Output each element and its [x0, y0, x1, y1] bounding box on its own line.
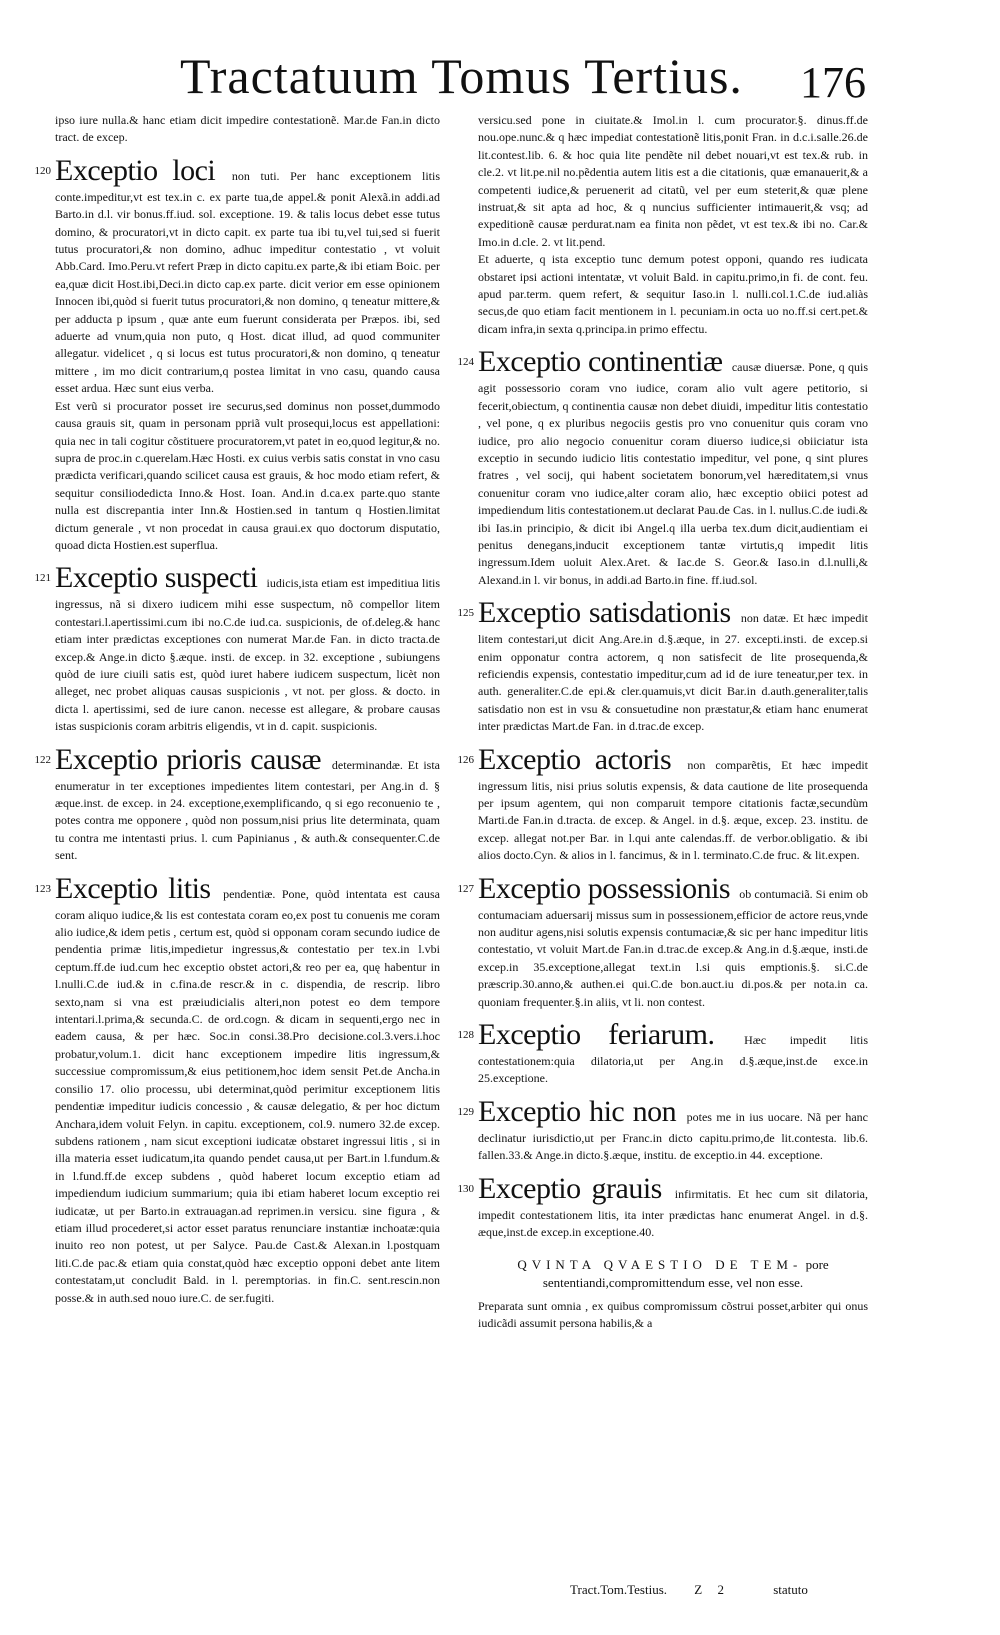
closing-paragraph: Preparata sunt omnia , ex quibus compromissum cõstrui posset,arbiter qui onus iudicãdi assumit persona habilis,& a: [478, 1298, 868, 1330]
entry-number: 128: [457, 1029, 474, 1042]
entry-heading: Exceptio feriarum.: [478, 1018, 715, 1052]
entry-128: [457, 1017, 868, 1088]
entry-heading: Exceptio grauis: [478, 1171, 662, 1205]
entry-heading: Exceptio satisdationis: [478, 596, 731, 630]
entry-126: [457, 742, 869, 865]
entry-120: [34, 153, 441, 555]
entry-130: [457, 1171, 868, 1242]
entry-heading: Exceptio actoris: [478, 742, 672, 776]
catchword: statuto: [773, 1582, 808, 1597]
entry-number: 124: [457, 356, 474, 369]
page-footer: [570, 1582, 870, 1598]
entry-text: non tuti. Per hanc exceptionem litis conte.impeditur,vt est tex.in c. ex parte tua,de appel.& ponit Alexã.in addi.ad Barto.in d.l. vir bonus.ff.iud. sol. exceptione. 19. & talis locus debet esse tutus domino, & procuratori,vt in dicto capit. ex parte tua ibi tu,vel tui,sed si fuerit tutus procuratori,& non domino, adhuc impeditur contestatio , vt voluit Abb.Card. Imo.Peru.vt refert Præp in dicto capitu.ex parte,& ibi etiam Boic. per ea,quæ dicit Host.ibi,Deci.in dicto cap.ex parte. dicit verior em esse opinionem Innocen ibi,quòd si fuerit tutus procuratori,& non domino, q teneatur mittere,& per adducta p ipsum , quæ ante eum fuerunt considerata per Præpos. ibi, sed aduerte ad vnum,quia non puto, q Host. dicat illud, ad quod communiter allegatur. videlicet , q si locus est tutus procuratori,& non domino, q teneatur mittere , im mo dicit contrarium,q postea limitat in vno casu, quando causa esset ardua. Hæc sunt eius verba.: [55, 168, 441, 396]
entry-124: [457, 344, 868, 589]
entry-text: non comparẽtis, Et hæc impedit ingressum litis, nisi prius solutis expensis, & data cautione de lite prosequenda per ipsum agentem, qui non comparuit tempore citationis factæ,secundùm Marti.de Fan.in d.tracta. de excep. & Angel. in d.§. æque, excep. 23. institu. de excep. allegat not.per Bar. in l.qui ante calendas.ff. de verbor.obligatio. & ibi alios docto.Cyn. & alios in l. fancimus, & in l. terminato.C.de fruc. & lit.expen.: [478, 757, 869, 863]
left-intro: ipso iure nulla.& hanc etiam dicit impedire contestationẽ. Mar.de Fan.in dicto tract. de excep.: [55, 113, 440, 145]
entry-number: 123: [34, 882, 51, 895]
entry-number: 129: [457, 1105, 474, 1118]
quinta-heading-rest: pore sententiandi,compromittendum esse, vel non esse.: [542, 1256, 829, 1290]
entry-number: 120: [34, 164, 51, 177]
entry-text: causæ diuersæ. Pone, q quis agit possessorio coram vno iudice, coram alio vult agere petitorio, si fecerit,obiectum, q continentia causæ non debet diuidi, impeditur litis contestatio , vel pone, q ex pluribus negociis gestis pro vno conuenitur quis coram vno iudice, pro alio negocio conuenitur coram diuerso iudice,si obiiciatur ista exceptio in secundo iudicio litis contestatio impeditur, vel pone, q sint plures fratres , vel socij, qui habent societatem bonorum,vel hæreditatem,si vnus conuenitur coram vno iudice,alter coram alio, hæc exceptio obiici potest ad impediendum litis contestationem.ut declarat Pau.de Cas. in l. nullus.C.de iudi.& ibi Ias.in principio, & dicit ibi Angel.q illa uerba tex.dum dicit,audientiam ei penitus denegans,inducit exceptionem tantæ virtutis,q impedit litis ingressum.Idem uoluit Alex.Aret. & Iac.de S. Geor.& Iaso.in d.l.nulli,& Alexand.in l. vir bonus, in addi.ad Barto.in fine. ff.iud.sol.: [478, 360, 868, 587]
entry-129: [457, 1094, 869, 1165]
entry-heading: Exceptio loci: [55, 153, 216, 187]
left-column: [34, 112, 441, 1307]
entry-heading: Exceptio continentiæ: [478, 345, 723, 379]
entry-heading: Exceptio prioris causæ: [55, 742, 322, 776]
entry-text: determinandæ. Et ista enumeratur in ter exceptiones impedientes litem contestari, per Ang.in d. § æque.inst. de excep. in 24. exceptione,exemplificando, q si ego reconuenio te , potes contra me opponere , quòd non possum,nisi prius lite determinata, quam tu contra me intentasti prius. l. cum Papinianus , & auth.& consequenter.C.de sent.: [55, 757, 440, 863]
entry-text: potes me in ius uocare. Nã per hanc declinatur iurisdictio,ut per Franc.in dicto capitu.primo,de lit.contesta. lib.6. fallen.33.& Ange.in dicto.§.æque, institu. de exceptio.in 44. exceptione.: [478, 1109, 869, 1163]
entry-number: 130: [457, 1182, 474, 1195]
entry-continuation: Est verũ si procurator posset ire securus,sed dominus non posset,dummodo causa grauis sit, quam in personam ppriã vult prosequi,locus est appellationi: quia nec in tali cogitur cõstituere procuratorem,vt patet in eo,quod legitur,& no. supra de proc.in c.querelam.Hæc Hosti. ex cuius verbis satis constat in vno casu prædicta verificari,quando scilicet causa est grauis, & hoc modo etiam refert, & sequitur consiliodedicta Inno.& Host. Ioan. And.in d.ca.ex parte.quo stante nulla est discrepantia inter Inn.& Hostien.sed in tantum q Hostien.limitat dictum generale , vt non procedat in causa graui.ex quo doctorum disputatio, quoad dicta Hostien.est superflua.: [55, 398, 440, 552]
entry-number: 127: [457, 882, 474, 895]
entry-heading: Exceptio suspecti: [55, 561, 258, 595]
entry-123: [34, 871, 441, 1307]
entry-125: [457, 595, 868, 735]
entry-text: pendentiæ. Pone, quòd intentata est causa coram aliquo iudice,& lis est contestata coram eo,ex post tu conuenis me coram alio iudice,& idem petis , certum est, quòd si opponam coram secundo iudice de pendentia primæ litis,impedietur ingressus,& contestatio per tex.in l.vbi ceptum.ff.de iud.cum hec exceptio obstet actori,& reo per ea, quę habentur in l.nulli.C.de iud.& in c.fina.de rescr.& in c. dispendia, de rescrip. libro sexto,nam si vna est præiudicialis alteri,non potest eo dem tempore intentari.l.prima,& secunda.C. de ord.cogn. & dicam in sequenti,ergo nec in eadem causa, & per hæc. Soc.in consi.38.Pro decisione.col.3.vers.i.hoc probatur,volum.1. dicit hanc exceptionem impedire litis ingressum,& successiue compromissum,& eius petitionem,hoc idem sensit Pet.de Ancha.in consilio 17. olio processu, ubi determinat,quòd perimitur exceptionem litis pendentiæ impeditur iudicis concessio , & causæ delegatio, & per hoc dictum Anchara,idem voluit Felyn. in capitu. exceptionem, col.9. numero 32.de excep. subdens rationem , nam sicut exceptioni iudicatæ obstaret ingressui litis , si in illa materia esset iudicatum,ita quando pendet causa,ut per Bart.in l.fundum.& in l.fund.ff.de excep subdens , quòd haberet locum exceptio etiam ad impediendum iudicium summarium; quia ibi etiam haberet locum exceptio rei iudicatæ, ut per Barto.in extrauagan.ad reprimen.in versicu. sine figura , & etiam illud procederet,si actor esset paratus renunciare instantiæ inchoatæ:quia inuito reo non potest, ut per Salyce. Pau.de Cast.& Alexan.in l.postquam liti.C.de pac.& etiam quia constat,quòd hæc exceptio opponi debet ante litem contestatam,ut concludit Bald. in l. peremptorias. in fin.C. sent.rescin.non posse.& in auth.sed nouo iure.C. de ser.fugiti.: [55, 886, 441, 1305]
entry-127: [457, 871, 869, 1011]
right-column: [457, 112, 869, 1332]
right-aduerte: Et aduerte, q ista exceptio tunc demum potest opponi, quando res iudicata obstaret ipsi actioni intentatæ, vt voluit Bald. in capitu.primo,in fi. de cont. feu. apud par.term. quem refert, & sequitur Iaso.in l. nulli.col.1.C.de iud.aliàs secus,de quo etiam facit mentionem in l. pecuniam.in octa uo no.ff.si cert.pet.& dicam infra,in sexta q.principa.in primo effectu.: [478, 252, 868, 336]
signature-mark: Z 2: [694, 1582, 730, 1597]
page-header: [180, 48, 880, 108]
entry-text: Hæc impedit litis contestationem:quia dilatoria,ut per Ang.in d.§.æque,inst.de exce.in 25.exceptione.: [478, 1033, 868, 1086]
entry-text: iudicis,ista etiam est impeditiua litis ingressus, nã si dixero iudicem mihi esse suspectum, nõ compellor litem contestari.l.apertissimi.cum ibi no.C.de iud.ca. suspicionis, de of.deleg.& hanc etiam inter prædictas exceptiones con numerat Mar.de Fan. in dicto tracta.de excep.& Ange.in dicto §.æque. insti. de excep. in 32. exceptione , subiungens quòd de iure ciuili satis est, quòd iuret habere iudicem suspectum, licèt non alleget, nec probet aliquas causas suspicionis , vt not. per gloss. & docto. in dicta l. apertissimi, sed de iure canon. necesse est allegare, & probare causas istas suspicionis coram arbitris eligendis, vt in d. capit. suspicionis.: [55, 576, 440, 734]
right-intro: versicu.sed pone in ciuitate.& Imol.in l. cum procurator.§. dinus.ff.de nou.ope.nunc.& q hæc impediat contestationẽ litis,ponit Fran. in d.c.i.salle.26.de lit.contest.lib. 6. & hoc quia lite pendẽte nil debet nouari,vt est tex.& rub. in cle.2. vt lit.pe.nil no.pẽdentia autem litis est a die citationis, quæ emanauerit,& a competenti iudice,& peruenerit ad citatũ, vel per eum steterit,& quæ plene instruat,& sit apta ad hoc, & q nuncius sufficienter intimauerit,& vsq; ad expeditionẽ causæ perdurat.nam ea finita non pẽdet, vt est tex.& ibi no. Car.& Imo.in d.cle. 2. vt lit.pend.: [478, 113, 868, 249]
entry-heading: Exceptio litis: [55, 871, 211, 905]
entry-number: 125: [457, 607, 474, 620]
entry-heading: Exceptio hic non: [478, 1094, 677, 1128]
running-title: Tractatuum Tomus Tertius.: [180, 48, 743, 104]
entry-number: 121: [34, 572, 51, 585]
quinta-quaestio-heading: [498, 1256, 848, 1292]
quinta-heading-caps: QVINTA QVAESTIO DE TEM-: [517, 1256, 803, 1272]
footer-running-title: Tract.Tom.Testius.: [570, 1582, 668, 1597]
entry-text: non datæ. Et hæc impedit litem contestari,ut dicit Ang.Are.in d.§.æque, in 27. excepti.insti. de excep.si enim opponatur contra actorem, q non satisfecit de lite prosequenda,& reficiendis expensis, contestatio impeditur,cum ad id de iure teneatur,per tex. in auth. generaliter.C.de epi.& cler.quamuis,vt dicit Bar.in d.auth.generaliter,talis satisdatio non est in vsu & consuetudine non præstatur,& etiam hanc enumerat inter prædictas Mart.de Fan. in d.trac.de excep.: [478, 611, 868, 734]
entry-number: 126: [457, 753, 474, 766]
entry-text: infirmitatis. Et hec cum sit dilatoria, impedit contestationem litis, ita inter prædictas hanc enumerat Angel. in d.§. æque,inst.de excep.in exceptione.40.: [478, 1186, 868, 1240]
entry-number: 122: [34, 753, 51, 766]
entry-122: [34, 742, 440, 865]
entry-text: ob contumaciã. Si enim ob contumaciam aduersarij missus sum in possessionem,efficior de actore reus,vnde non auditur agens,nisi solutis expensis contumaciæ,& sic per hanc impeditur litis contestatio, vt voluit Mart.de Fan.in d.trac.de excep.& Ang.in d.§.æque, insti.de excep.in 35.exceptione,allegat text.in l.si quis emptionis.§. si.C.de præscrip.30.anno,& authen.ei qui.C.de bon.auct.iu di.pos.& per nota.in ca. quoniam frequenter.§.in aliis, vt li. non contest.: [478, 886, 869, 1009]
entry-heading: Exceptio possessionis: [478, 871, 731, 905]
page-number: 176: [800, 58, 866, 107]
entry-121: [34, 560, 440, 735]
